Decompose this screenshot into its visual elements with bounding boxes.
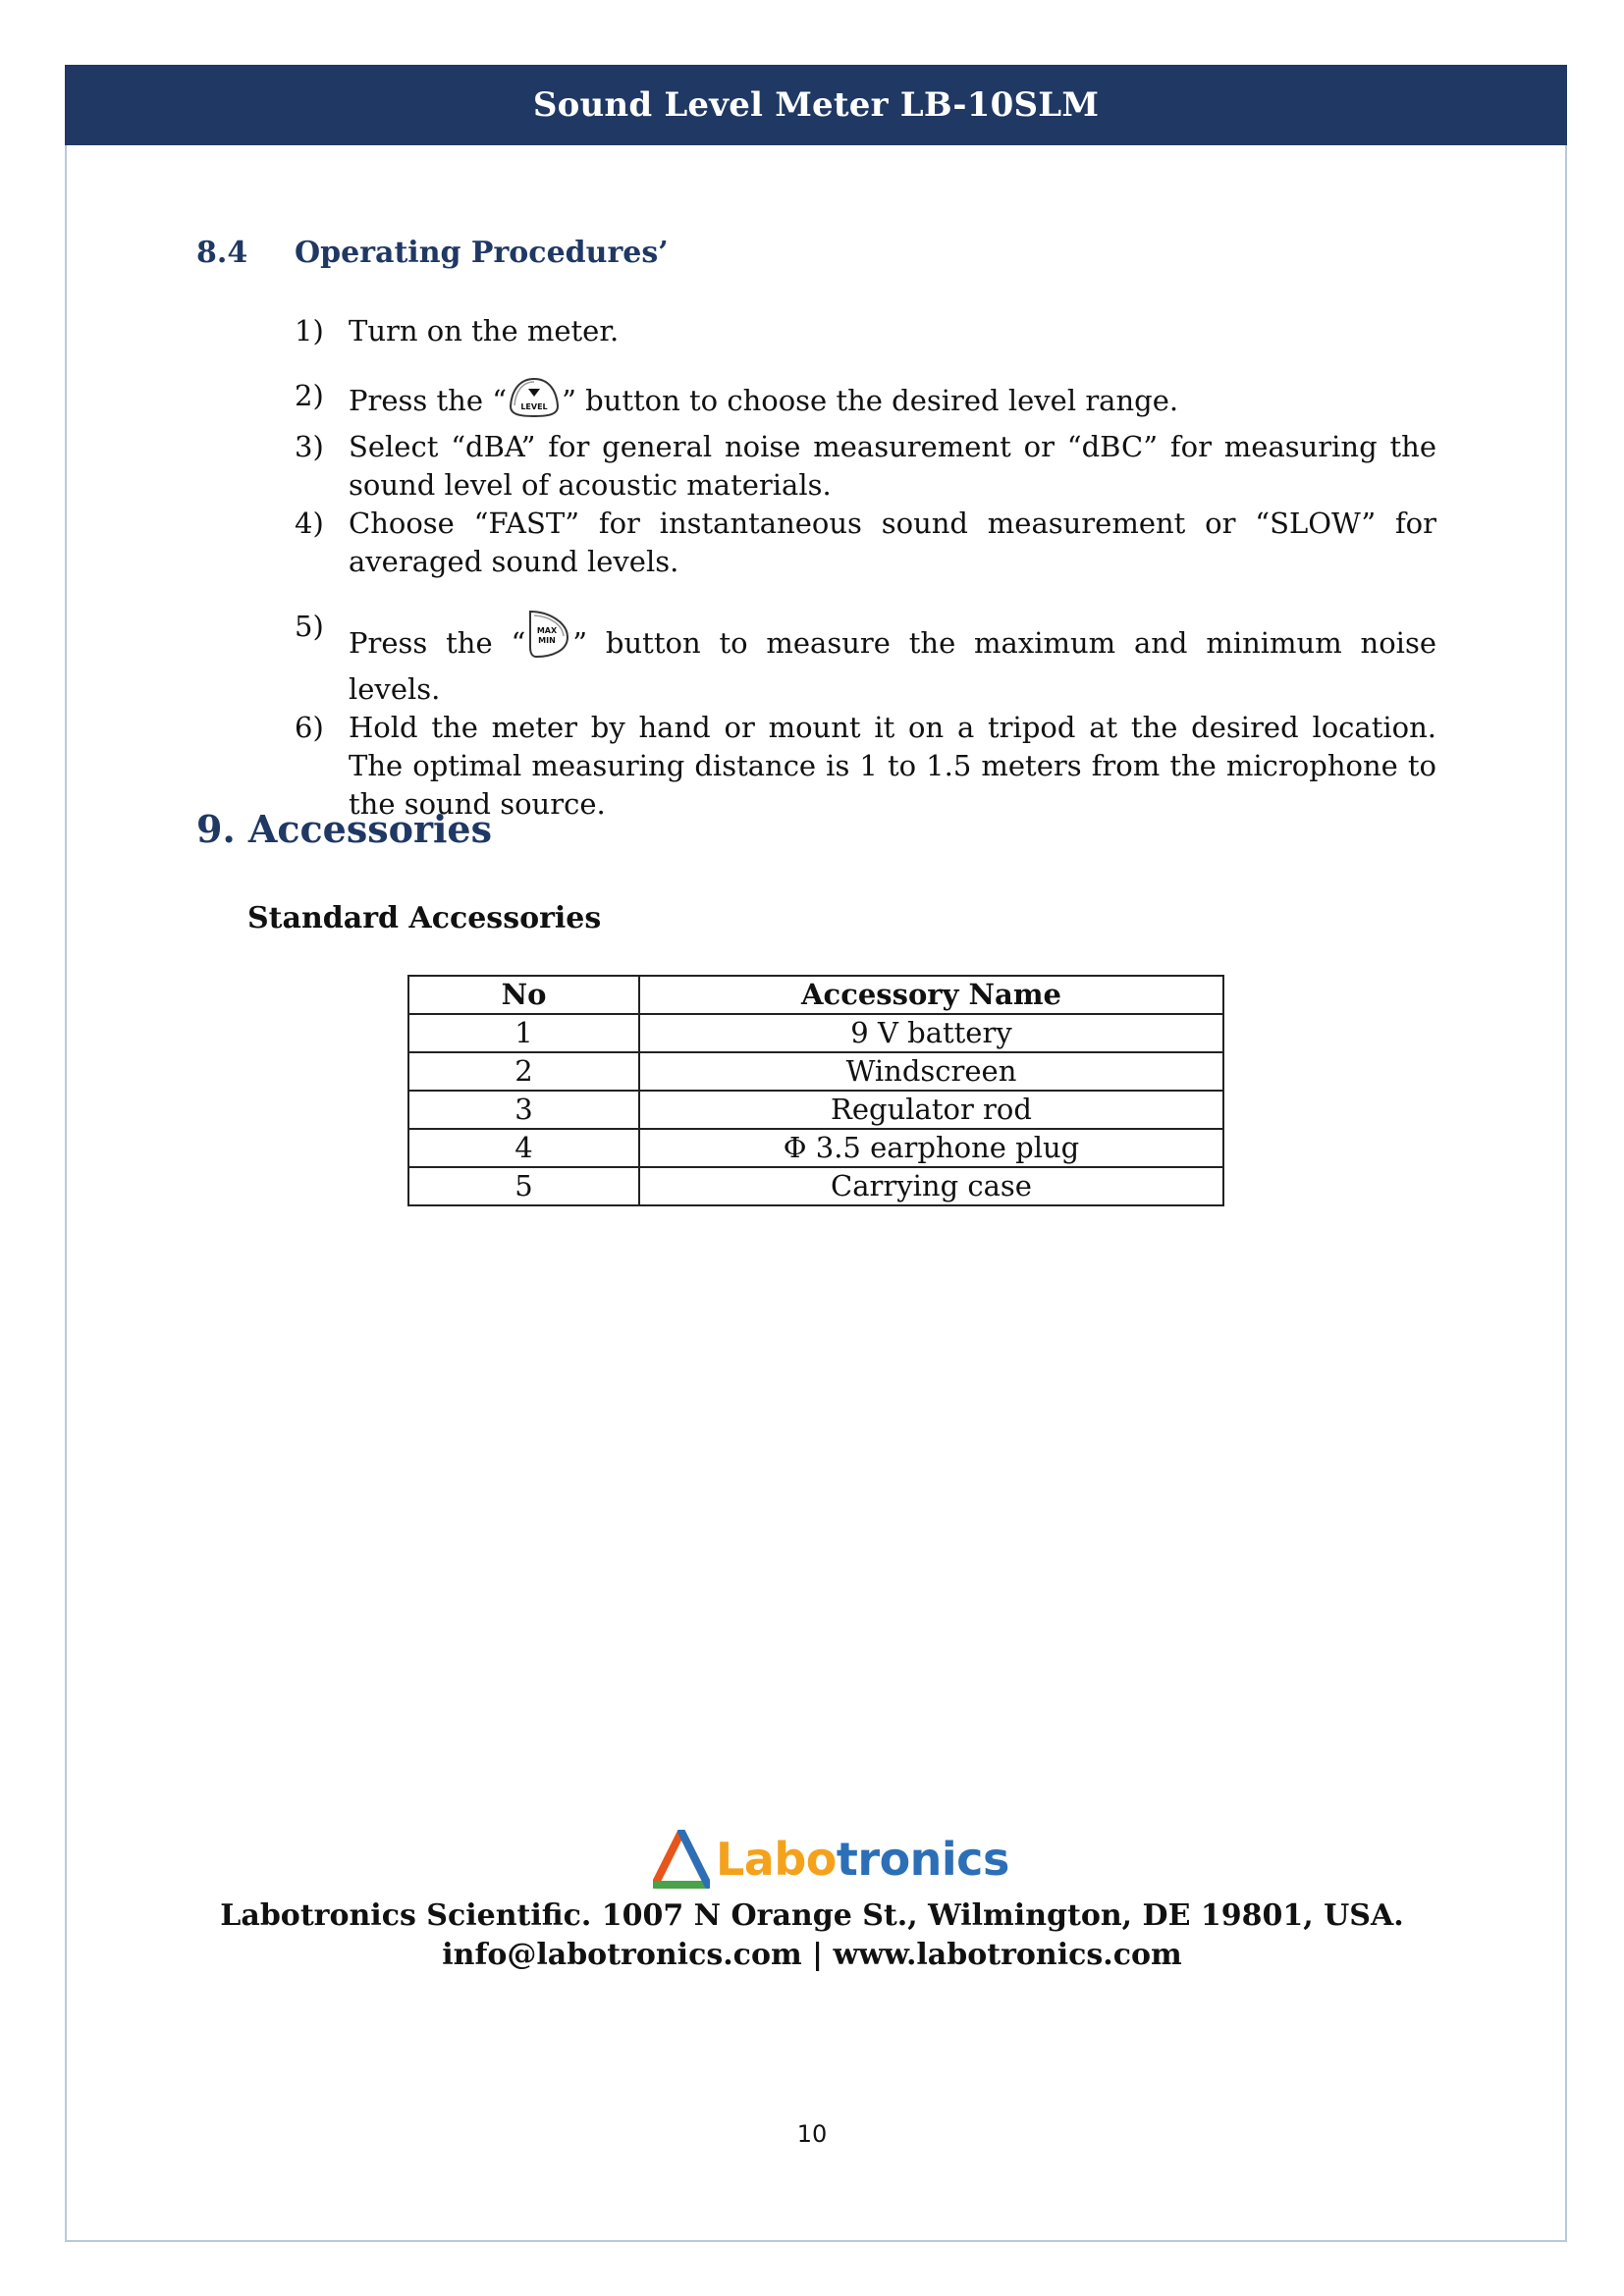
list-text: Hold the meter by hand or mount it on a tripod at the desired location. The optimal measuring distance is 1 to 1.5 meters from the microphone to the sound source. xyxy=(349,711,1436,821)
accessories-table xyxy=(407,975,1224,1206)
document-title: Sound Level Meter LB-10SLM xyxy=(532,85,1100,125)
section-number: 8.4 xyxy=(196,236,248,270)
triangle-logo-icon xyxy=(653,1830,710,1889)
list-text xyxy=(349,608,1436,709)
list-text: Select “dBA” for general noise measurement or “dBC” for measuring the sound level of acoustic materials. xyxy=(349,430,1436,502)
list-text-pre: Press the “ xyxy=(349,626,526,660)
table-row xyxy=(408,1091,1223,1129)
cell-no: 2 xyxy=(408,1052,639,1091)
svg-text:MAX: MAX xyxy=(537,626,558,635)
section-title: Operating Procedures’ xyxy=(295,236,669,270)
header-bar xyxy=(65,65,1567,145)
table-row xyxy=(408,1167,1223,1205)
level-button-icon xyxy=(508,377,561,428)
cell-no: 1 xyxy=(408,1014,639,1052)
table-row xyxy=(408,1052,1223,1091)
cell-accessory-name: Regulator rod xyxy=(639,1091,1223,1129)
svg-text:LEVEL: LEVEL xyxy=(520,402,548,411)
section-heading-9: 9. Accessories xyxy=(196,807,492,851)
cell-accessory-name: 9 V battery xyxy=(639,1014,1223,1052)
logo-wordmark: Labotronics xyxy=(716,1833,1009,1886)
footer-contact: info@labotronics.com | www.labotronics.com xyxy=(442,1938,1182,1972)
operating-procedures-list xyxy=(295,312,1436,824)
table-row xyxy=(408,1014,1223,1052)
column-header-accessory-name: Accessory Name xyxy=(639,976,1223,1014)
list-index: 5) xyxy=(295,610,324,643)
list-text: Turn on the meter. xyxy=(349,314,620,347)
column-header-no: No xyxy=(408,976,639,1014)
list-text-post: ” button to measure the maximum and minimum noise levels. xyxy=(349,626,1436,706)
list-text: Choose “FAST” for instantaneous sound measurement or “SLOW” for averaged sound levels. xyxy=(349,507,1436,578)
list-index: 1) xyxy=(295,314,324,347)
subheading-standard-accessories: Standard Accessories xyxy=(247,901,602,935)
page-number: 10 xyxy=(796,2120,828,2148)
max-min-button-icon xyxy=(526,608,571,670)
list-index: 2) xyxy=(295,379,324,412)
table-row xyxy=(408,1129,1223,1167)
labotronics-logo xyxy=(653,1830,1009,1889)
cell-accessory-name: Φ 3.5 earphone plug xyxy=(639,1129,1223,1167)
cell-no: 5 xyxy=(408,1167,639,1205)
list-index: 3) xyxy=(295,430,324,463)
list-text-post: ” button to choose the desired level range. xyxy=(562,384,1179,417)
list-item xyxy=(295,377,1436,428)
list-text-pre: Press the “ xyxy=(349,384,508,417)
list-index: 4) xyxy=(295,507,324,540)
list-item xyxy=(295,312,1436,350)
cell-accessory-name: Windscreen xyxy=(639,1052,1223,1091)
cell-no: 4 xyxy=(408,1129,639,1167)
list-item xyxy=(295,428,1436,505)
list-item xyxy=(295,505,1436,581)
cell-no: 3 xyxy=(408,1091,639,1129)
svg-text:MIN: MIN xyxy=(538,636,557,645)
section-heading-8-4 xyxy=(196,236,669,270)
list-text xyxy=(349,377,1436,428)
list-index: 6) xyxy=(295,711,324,744)
table-header-row xyxy=(408,976,1223,1014)
cell-accessory-name: Carrying case xyxy=(639,1167,1223,1205)
list-item xyxy=(295,608,1436,709)
footer-address: Labotronics Scientific. 1007 N Orange St., Wilmington, DE 19801, USA. xyxy=(220,1898,1404,1933)
